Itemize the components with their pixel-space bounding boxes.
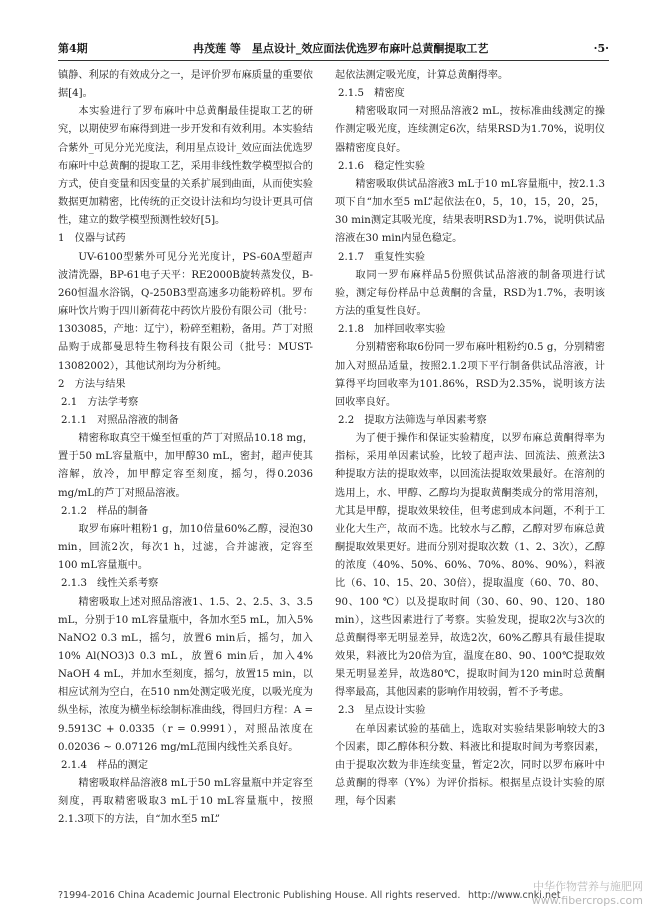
body-paragraph: 镇静、利尿的有效成分之一，是评价罗布麻质量的重要依据[4]。 [58, 70, 313, 100]
section-heading: 2.1.6 稳定性实验 [338, 160, 426, 172]
right-column [335, 67, 605, 811]
section-heading: 2.1.8 加样回收率实验 [338, 324, 446, 336]
watermark-line-2: www.fibercrops.com [531, 894, 643, 907]
running-title: 冉茂莲 等 星点设计_效应面法优选罗布麻叶总黄酮提取工艺 [193, 42, 489, 55]
section-heading: 2.3 星点设计实验 [338, 705, 426, 717]
section-heading: 2.1.7 重复性实验 [338, 251, 426, 263]
section-heading: 2.1.3 线性关系考察 [61, 578, 159, 590]
body-paragraph: 为了便于操作和保证实验精度，以罗布麻总黄酮得率为指标，采用单因素试验，比较了超声法、回流法、煎煮法3种提取方法的提取效率，以回流法提取效果最好。在溶剂的选用上，水、甲醇、乙醇均为提取黄酮类成分的常用溶剂，尤其是甲醇，提取效果较佳，但考虑到成本问题，不利于工业化大生产，故而不选。比较水与乙醇，乙醇对罗布麻总黄酮提取效果更好。进而分别对提取次数（1、2、3次），乙醇的浓度（40%、50%、60%、70%、80%、90%），料液比（6、10、15、20、30倍），提取温度（60、70、80、90、100 ℃）以及提取时间（30、60、90、120、180 min），这些因素进行了考察。实验发现，提取2次与3次的总黄酮得率无明显差异，故选2次，60%乙醇具有最佳提取效果，料液比为20倍为宜，温度在80、90、100℃提取效果无明显差异，故选80℃，提取时间为120 min时总黄酮得率最高，其他因素的影响作用较弱，暂不予考虑。 [335, 433, 605, 699]
body-paragraph: 本实验进行了罗布麻叶中总黄酮最佳提取工艺的研究，以期使罗布麻得到进一步开发和有效利用。本实验结合紫外_可见分光光度法，利用星点设计_效应面法优选罗布麻叶中总黄酮的提取工艺，采用非线性数学模型拟合的方式，使自变量和因变量的关系扩展到曲面，从而使实验数据更加精密，比传统的正交设计法和均匀设计更具可信性，建立的数学模型预测性较好[5]。 [58, 106, 313, 227]
cnki-url: http://www.cnki.net [468, 890, 561, 901]
left-column [58, 67, 313, 830]
body-paragraph: 在单因素试验的基础上，选取对实验结果影响较大的3个因素，即乙醇体积分数、料液比和提取时间为考察因素，由于提取次数为非连续变量，暂定2次，同时以罗布麻叶中总黄酮的得率（Y%）为评价指标。根据星点设计实验的原理，每个因素 [335, 723, 605, 808]
body-paragraph: 起依法测定吸光度，计算总黄酮得率。 [335, 70, 509, 81]
issue-number: 第4期 [58, 42, 88, 55]
body-paragraph: 取罗布麻叶粗粉1 g，加10倍量60%乙醇，浸泡30 min，回流2次，每次1 h，过滤，合并滤液，定容至100 mL容量瓶中。 [58, 523, 313, 572]
page-number: ·5· [593, 41, 609, 55]
running-header [58, 38, 609, 58]
body-paragraph: 精密吸取样品溶液8 mL于50 mL容量瓶中并定容至刻度，再取精密吸取3 mL于10 mL容量瓶中，按照2.1.3项下的方法，自“加水至5 mL” [58, 778, 313, 826]
section-heading: 2.1.1 对照品溶液的制备 [61, 414, 179, 426]
section-heading: 2.1.5 精密度 [338, 88, 405, 100]
body-paragraph: 取同一罗布麻样品5份照供试品溶液的制备项进行试验，测定每份样品中总黄酮的含量，RSD为1.7%，表明该方法的重复性良好。 [335, 269, 605, 318]
header-rule [58, 60, 609, 61]
section-heading: 2.1.2 样品的制备 [61, 505, 149, 517]
site-watermark [532, 880, 643, 908]
section-heading: 2.1.4 样品的测定 [61, 759, 149, 771]
body-paragraph: UV-6100型紫外可见分光光度计，PS-60A型超声波清洗器，BP-61电子天平：RE2000B旋转蒸发仪，B-260恒温水浴锅，Q-250B3型高速多功能粉碎机。罗布麻叶饮片购于四川新荷花中药饮片股份有限公司（批号：1303085，产地：辽宁），粉碎至粗粉，备用。芦丁对照品购于成都曼思特生物科技有限公司（批号：MUST-13082002），其他试剂均为分析纯。 [58, 251, 313, 372]
section-heading: 2 方法与结果 [58, 378, 126, 390]
section-heading: 1 仪器与试药 [58, 233, 126, 245]
section-heading: 2.1 方法学考察 [61, 396, 139, 408]
watermark-line-1: 中华作物营养与施肥网 [533, 880, 643, 893]
section-heading: 2.2 提取方法筛选与单因素考察 [338, 414, 487, 426]
body-paragraph: 分别精密称取6份同一罗布麻叶粗粉约0.5 g，分别精密加入对照品适量，按照2.1.2项下平行制备供试品溶液，计算得平均回收率为101.86%，RSD为2.35%，说明该方法回收率良好。 [335, 342, 605, 408]
body-paragraph: 精密称取真空干燥至恒重的芦丁对照品10.18 mg，置于50 mL容量瓶中，加甲醇30 mL，密封，超声使其溶解，放冷，加甲醇定容至刻度，摇匀，得0.2036 mg/mL的芦丁对照品溶液。 [58, 433, 313, 499]
body-paragraph: 精密吸取供试品溶液3 mL于10 mL容量瓶中，按2.1.3项下自“加水至5 mL”起依法在0，5，10，15，20，25，30 min测定其吸光度，结果表明RSD为1.7%，说明供试品溶液在30 min内显色稳定。 [335, 178, 605, 245]
body-paragraph: 精密吸取同一对照品溶液2 mL，按标准曲线测定的操作测定吸光度，连续测定6次，结果RSD为1.70%，说明仪器精密度良好。 [335, 106, 605, 154]
body-paragraph: 精密吸取上述对照品溶液1、1.5、2、2.5、3、3.5 mL，分别于10 mL容量瓶中，各加水至5 mL，加入5% NaNO2 0.3 mL，摇匀，放置6 min后，摇匀，加入10% Al(NO3)3 0.3 mL，放置6 min后，加入4% NaOH 4 mL，并加水至刻度，摇匀，放置15 min，以相应试剂为空白，在510 nm处测定吸光度，以吸光度为纵坐标，浓度为横坐标绘制标准曲线，得回归方程：A = 9.5913C + 0.0335（r = 0.9991），对照品浓度在0.02036 ~ 0.07126 mg/mL范围内线性关系良好。 [58, 596, 313, 753]
copyright-notice: ?1994-2016 China Academic Journal Electronic Publishing House. All rights reserved. [58, 890, 461, 901]
